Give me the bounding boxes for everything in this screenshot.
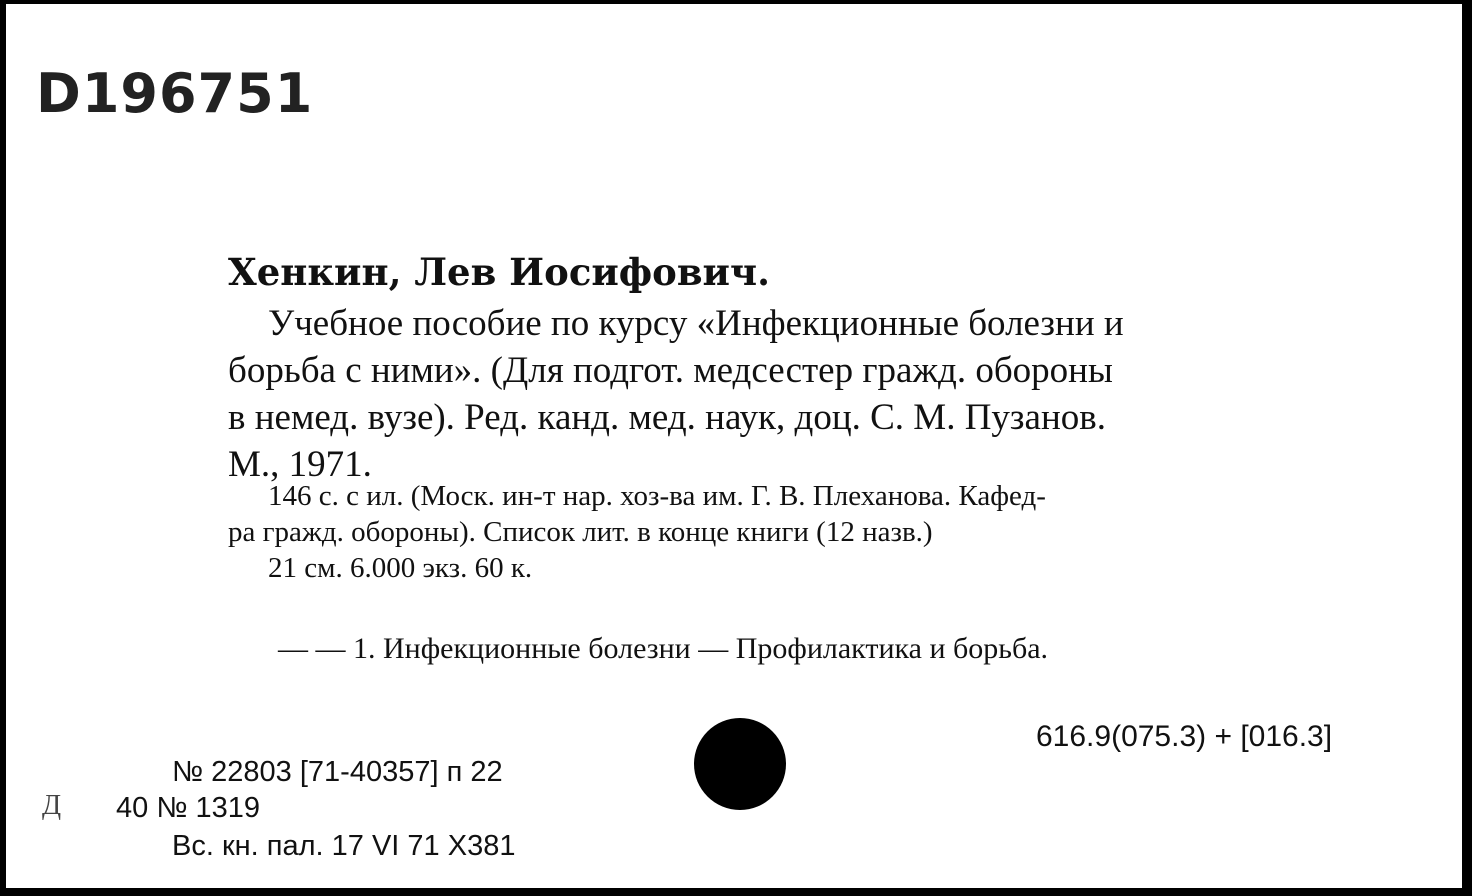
registration-line: Вс. кн. пал. 17 VI 71 Х381 xyxy=(172,830,516,862)
title-line: борьба с ними». (Для подгот. медсестер гражд. обороны xyxy=(228,350,1113,391)
registration-line: 40 № 1319 xyxy=(116,792,260,824)
registration-line: № 22803 [71-40357] п 22 xyxy=(172,756,503,788)
catalog-card xyxy=(6,4,1462,888)
title-line: в немед. вузе). Ред. канд. мед. наук, доц. С. М. Пузанов. xyxy=(228,397,1106,438)
inventory-number: D196751 xyxy=(36,62,314,125)
title-line: М., 1971. xyxy=(228,444,372,485)
description-line: ра гражд. обороны). Список лит. в конце книги (12 назв.) xyxy=(228,516,933,548)
classification-code: 616.9(075.3) + [016.3] xyxy=(1036,720,1333,753)
subject-heading: — — 1. Инфекционные болезни — Профилактика и борьба. xyxy=(278,632,1049,665)
title-line: Учебное пособие по курсу «Инфекционные болезни и xyxy=(268,303,1124,344)
description-block xyxy=(228,478,1408,586)
punch-hole xyxy=(694,718,786,810)
description-line: 21 см. 6.000 экз. 60 к. xyxy=(268,552,533,584)
margin-mark: Д xyxy=(42,790,62,821)
description-line: 146 с. с ил. (Моск. ин-т нар. хоз-ва им. Г. В. Плеханова. Кафед- xyxy=(268,480,1046,512)
title-block xyxy=(228,300,1408,488)
author-name: Хенкин, Лев Иосифович. xyxy=(228,250,770,294)
